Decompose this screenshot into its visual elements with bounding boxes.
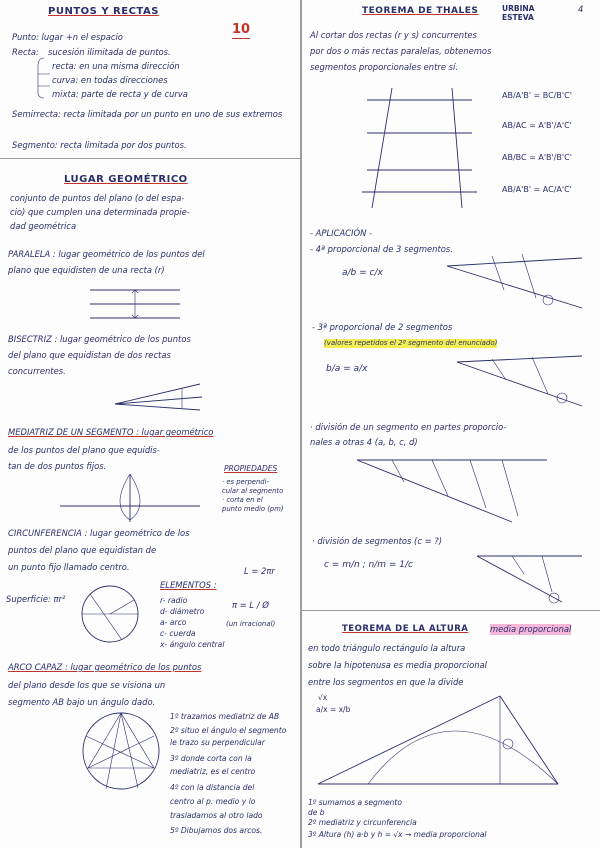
- thales-intro-line: Al cortar dos rectas (r y s) concurrentes: [310, 30, 477, 40]
- arco-line: segmento AB bajo un ángulo dado.: [8, 697, 156, 707]
- arco-line: ARCO CAPAZ : lugar geométrico de los puntos: [8, 662, 202, 672]
- bisectriz-diagram: [110, 380, 210, 416]
- elementos-title: ELEMENTOS :: [160, 580, 217, 590]
- division-segmentos: · división de segmentos (c = ?): [312, 536, 442, 546]
- section-title-altura: TEOREMA DE LA ALTURA: [342, 624, 469, 634]
- arco-step: trasladamos al otro lado: [170, 811, 263, 820]
- tercera-formula: b/a = a/x: [326, 364, 368, 374]
- bisectriz-line: del plano que equidistan de dos rectas: [8, 350, 171, 360]
- arco-line: del plano desde los que se visiona un: [8, 680, 166, 690]
- author-name: URBINA ESTEVA: [502, 4, 535, 23]
- arco-step: centro al p. medio y lo: [170, 797, 256, 806]
- cuarta-formula: a/b = c/x: [342, 268, 383, 278]
- svg-text:AB/AC = A'B'/A'C': AB/AC = A'B'/A'C': [502, 121, 572, 130]
- svg-text:AB/A'B' = BC/B'C': AB/A'B' = BC/B'C': [502, 91, 572, 100]
- recta-type-item: recta: en una misma dirección: [52, 61, 180, 71]
- punto-definition: Punto: lugar +n el espacio: [12, 32, 123, 42]
- grade-mark: 10: [232, 22, 250, 39]
- recta-type-item: mixta: parte de recta y de curva: [52, 89, 188, 99]
- circ-line: CIRCUNFERENCIA : lugar geométrico de los: [8, 528, 190, 538]
- altura-diagram: [308, 688, 578, 796]
- mediatriz-line: tan de dos puntos fijos.: [8, 461, 107, 471]
- arco-capaz-diagram: [76, 706, 166, 796]
- recta-type-item: curva: en todas direcciones: [52, 75, 168, 85]
- tercera-note: (valores repetidos el 2º segmento del enunciado): [324, 339, 498, 347]
- circ-formula: L = 2πr: [244, 566, 275, 576]
- semirrecta-definition: Semirrecta: recta limitada por un punto en uno de sus extremos: [12, 109, 283, 119]
- pi-note: (un irracional): [226, 620, 276, 628]
- lugar-def-line: dad geométrica: [10, 221, 77, 231]
- paralela-line: PARALELA : lugar geométrico de los puntos del: [8, 249, 205, 259]
- recta-types-brace: [36, 56, 52, 100]
- altura-text-line: entre los segmentos en que la divide: [308, 677, 464, 687]
- circ-line: un punto fijo llamado centro.: [8, 562, 130, 572]
- svg-text:AB/BC = A'B'/B'C': AB/BC = A'B'/B'C': [502, 153, 572, 162]
- svg-text:√x: √x: [318, 693, 328, 702]
- divider: [0, 158, 300, 159]
- recta-label: Recta:: [12, 47, 39, 57]
- elemento-item: c- cuerda: [160, 629, 196, 638]
- cuarta-proporcional: - 4ª proporcional de 3 segmentos.: [310, 244, 453, 254]
- altura-step: 2º mediatriz y circunferencia: [308, 818, 417, 827]
- mediatriz-diagram: [50, 472, 220, 522]
- paralela-diagram: [80, 282, 190, 324]
- superficie-formula: Superficie: πr²: [6, 594, 66, 604]
- right-column: [302, 0, 600, 848]
- elemento-item: x- ángulo central: [160, 640, 225, 649]
- arco-step: 5º Dibujamos dos arcos.: [170, 826, 263, 835]
- thales-diagram: [362, 88, 592, 228]
- propiedad-item: · corta en el: [222, 496, 263, 504]
- elemento-item: r- radio: [160, 596, 188, 605]
- circ-line: puntos del plano que equidistan de: [8, 545, 157, 555]
- altura-step: 1º sumamos a segmento: [308, 798, 402, 807]
- media-proporcional-label: media proporcional: [490, 624, 572, 634]
- divider: [302, 610, 600, 611]
- elemento-item: a- arco: [160, 618, 187, 627]
- propiedades-title: PROPIEDADES: [224, 464, 278, 473]
- arco-step: 4º con la distancia del: [170, 783, 255, 792]
- circle-diagram: [70, 578, 150, 648]
- section-title-thales: TEOREMA DE THALES: [362, 6, 479, 16]
- altura-step: 3º Altura (h) a·b y h = √x → media proporcional: [308, 830, 487, 839]
- elemento-item: d- diámetro: [160, 607, 205, 616]
- tercera-proporcional: - 3ª proporcional de 2 segmentos: [312, 322, 453, 332]
- altura-text-line: en todo triángulo rectángulo la altura: [308, 643, 466, 653]
- division-formula: c = m/n ; n/m = 1/c: [324, 560, 413, 570]
- paralela-line: plano que equidisten de una recta (r): [8, 265, 165, 275]
- section-title-lugar: LUGAR GEOMÉTRICO: [64, 174, 188, 185]
- arco-step: mediatriz, es el centro: [170, 767, 256, 776]
- svg-text:a/x = x/b: a/x = x/b: [316, 705, 351, 714]
- page-number: 4: [578, 4, 584, 14]
- arco-step: 2º situo el ángulo el segmento: [170, 726, 287, 735]
- propiedad-item: punto medio (pm): [222, 505, 284, 513]
- arco-step: le trazo su perpendicular: [170, 738, 265, 747]
- thales-intro-line: por dos o más rectas paralelas, obtenemos: [310, 46, 492, 56]
- pi-formula: π = L / Ø: [232, 600, 269, 610]
- arco-step: 1º trazamos mediatriz de AB: [170, 712, 280, 721]
- bisectriz-line: concurrentes.: [8, 366, 66, 376]
- division-line: nales a otras 4 (a, b, c, d): [310, 437, 418, 447]
- lugar-def-line: cio) que cumplen una determinada propie-: [10, 207, 190, 217]
- altura-step: de b: [308, 808, 325, 817]
- thales-intro-line: segmentos proporcionales entre sí.: [310, 62, 459, 72]
- svg-text:AB/A'B' = AC/A'C': AB/A'B' = AC/A'C': [502, 185, 572, 194]
- propiedad-item: cular al segmento: [222, 487, 284, 495]
- aplicacion-heading: - APLICACIÓN -: [310, 228, 373, 238]
- mediatriz-line: MEDIATRIZ DE UN SEGMENTO : lugar geométrico: [8, 427, 214, 437]
- tercera-diagram: [452, 352, 592, 408]
- division-diagram: [352, 450, 552, 526]
- division-seg-diagram: [472, 544, 592, 604]
- lugar-def-line: conjunto de puntos del plano (o del espa-: [10, 193, 185, 203]
- segmento-definition: Segmento: recta limitada por dos puntos.: [12, 140, 187, 150]
- altura-text-line: sobre la hipotenusa es media proporcional: [308, 660, 487, 670]
- section-title-puntos-rectas: PUNTOS Y RECTAS: [48, 6, 159, 17]
- recta-definition: sucesión ilimitada de puntos.: [48, 47, 171, 57]
- bisectriz-line: BISECTRIZ : lugar geométrico de los puntos: [8, 334, 191, 344]
- cuarta-diagram: [442, 250, 592, 310]
- mediatriz-line: de los puntos del plano que equidis-: [8, 445, 160, 455]
- arco-step: 3º donde corta con la: [170, 754, 252, 763]
- division-line: · división de un segmento en partes proporcio-: [310, 422, 507, 432]
- propiedad-item: · es perpendi-: [222, 478, 269, 486]
